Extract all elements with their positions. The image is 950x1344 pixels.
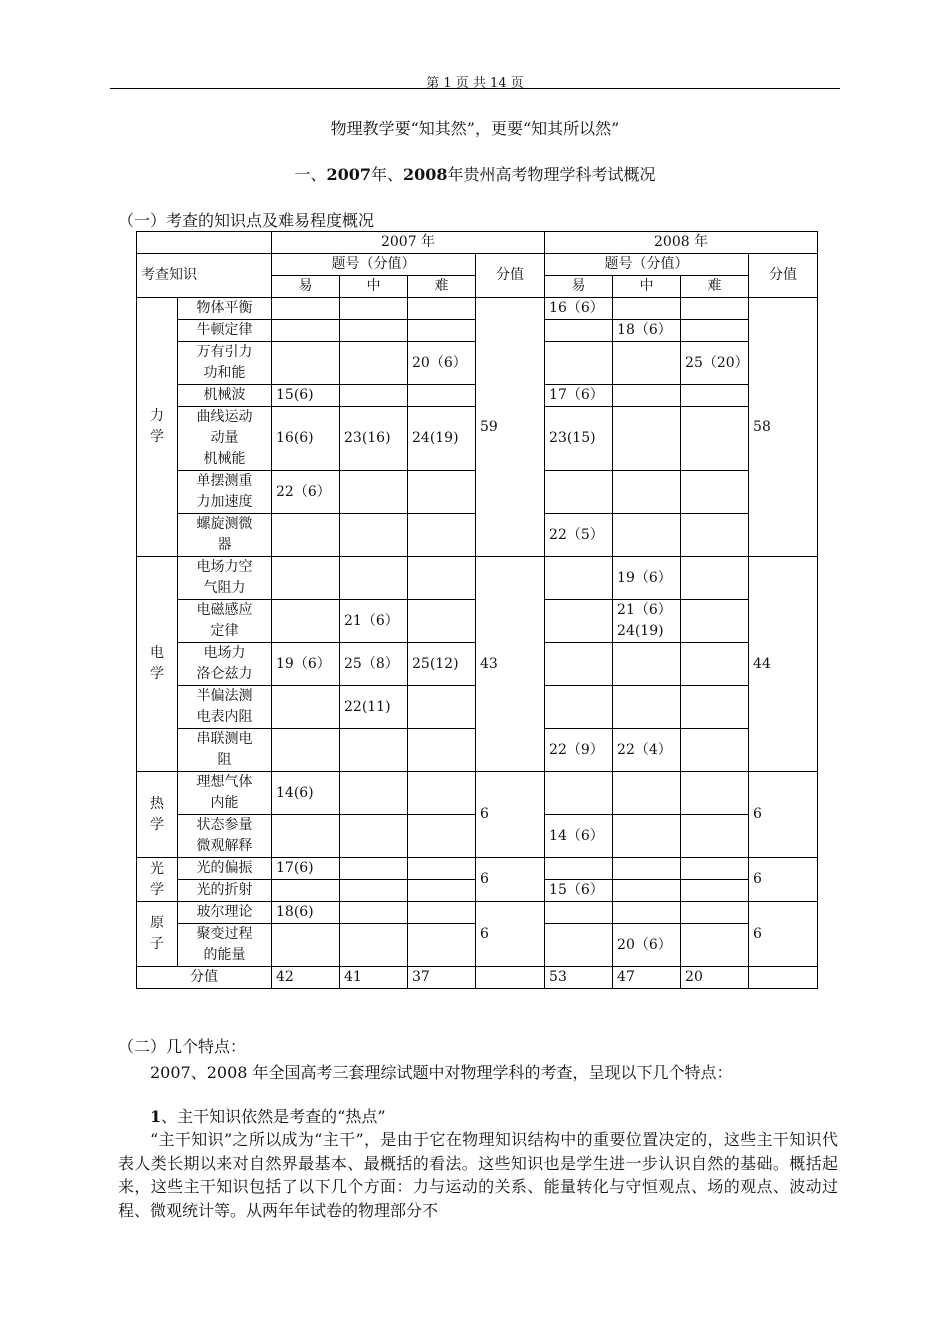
cell-2008-medium: 21（6） 24(19) bbox=[613, 600, 681, 643]
total-2007-hard: 37 bbox=[408, 967, 476, 989]
qnum-header-2007: 题号（分值） bbox=[272, 254, 476, 276]
topic-cell: 电场力空 气阻力 bbox=[178, 557, 272, 600]
category-heat: 热 学 bbox=[137, 772, 178, 858]
topic-cell: 状态参量 微观解释 bbox=[178, 815, 272, 858]
cell-2007-medium bbox=[340, 772, 408, 815]
cell-2008-hard bbox=[681, 902, 749, 924]
topic-cell: 螺旋测微 器 bbox=[178, 514, 272, 557]
heading-year-2: 2008 bbox=[403, 165, 448, 184]
cell-2007-hard bbox=[408, 600, 476, 643]
cell-2007-medium: 21（6） bbox=[340, 600, 408, 643]
total-2008-score bbox=[749, 967, 818, 989]
cell-2008-hard bbox=[681, 686, 749, 729]
topic-cell: 光的折射 bbox=[178, 880, 272, 902]
cell-2007-hard bbox=[408, 385, 476, 407]
cell-2007-medium bbox=[340, 342, 408, 385]
cell-2007-medium bbox=[340, 298, 408, 320]
cell-2008-hard bbox=[681, 729, 749, 772]
cell-2007-hard bbox=[408, 729, 476, 772]
cell-2007-easy bbox=[272, 320, 340, 342]
category-atomic: 原 子 bbox=[137, 902, 178, 967]
optics-score-2007: 6 bbox=[476, 858, 545, 902]
cell-2007-medium: 25（8） bbox=[340, 643, 408, 686]
cell-2007-medium bbox=[340, 729, 408, 772]
medium-header-2008: 中 bbox=[613, 276, 681, 298]
cell-2007-easy bbox=[272, 514, 340, 557]
corner-cell bbox=[137, 232, 272, 254]
cell-2007-hard: 25(12) bbox=[408, 643, 476, 686]
optics-score-2008: 6 bbox=[749, 858, 818, 902]
cell-2008-hard bbox=[681, 858, 749, 880]
cell-2007-medium bbox=[340, 385, 408, 407]
table-row bbox=[137, 557, 818, 600]
category-mechanics: 力 学 bbox=[137, 298, 178, 557]
cell-2007-medium bbox=[340, 924, 408, 967]
cell-2008-easy bbox=[545, 342, 613, 385]
topic-cell: 理想气体 内能 bbox=[178, 772, 272, 815]
cell-2007-easy bbox=[272, 686, 340, 729]
category-electricity: 电 学 bbox=[137, 557, 178, 772]
cell-2008-medium: 19（6） bbox=[613, 557, 681, 600]
cell-2008-medium bbox=[613, 880, 681, 902]
cell-2008-medium bbox=[613, 514, 681, 557]
topic-cell: 机械波 bbox=[178, 385, 272, 407]
cell-2007-hard bbox=[408, 298, 476, 320]
cell-2007-medium bbox=[340, 320, 408, 342]
cell-2007-hard bbox=[408, 902, 476, 924]
hard-header-2008: 难 bbox=[681, 276, 749, 298]
intro-paragraph: 2007、2008 年全国高考三套理综试题中对物理学科的考查，呈现以下几个特点： bbox=[150, 1063, 733, 1082]
easy-header-2008: 易 bbox=[545, 276, 613, 298]
atomic-score-2007: 6 bbox=[476, 902, 545, 967]
year-2007-header: 2007 年 bbox=[272, 232, 545, 254]
topic-cell: 万有引力 功和能 bbox=[178, 342, 272, 385]
topic-cell: 曲线运动 动量 机械能 bbox=[178, 407, 272, 471]
cell-2007-hard bbox=[408, 815, 476, 858]
page-header: 第 1 页 共 14 页 bbox=[426, 76, 524, 91]
table-row bbox=[137, 298, 818, 320]
cell-2008-easy: 23(15) bbox=[545, 407, 613, 471]
cell-2007-hard bbox=[408, 686, 476, 729]
cell-2008-hard bbox=[681, 471, 749, 514]
score-header-2007: 分值 bbox=[476, 254, 545, 298]
cell-2008-easy bbox=[545, 924, 613, 967]
cell-2008-hard bbox=[681, 880, 749, 902]
cell-2008-easy bbox=[545, 686, 613, 729]
easy-header-2007: 易 bbox=[272, 276, 340, 298]
heat-score-2008: 6 bbox=[749, 772, 818, 858]
cell-2008-easy: 22（9） bbox=[545, 729, 613, 772]
cell-2007-medium bbox=[340, 471, 408, 514]
header-rule bbox=[110, 88, 840, 89]
point-number: 1 bbox=[150, 1107, 162, 1126]
point-heading bbox=[150, 1104, 386, 1127]
cell-2008-hard bbox=[681, 385, 749, 407]
totals-label: 分值 bbox=[137, 967, 272, 989]
cell-2008-medium bbox=[613, 385, 681, 407]
cell-2007-hard bbox=[408, 880, 476, 902]
cell-2008-hard bbox=[681, 600, 749, 643]
cell-2007-medium bbox=[340, 514, 408, 557]
cell-2008-easy: 22（5） bbox=[545, 514, 613, 557]
cell-2007-hard bbox=[408, 772, 476, 815]
topic-cell: 聚变过程 的能量 bbox=[178, 924, 272, 967]
knowledge-header: 考查知识 bbox=[137, 254, 272, 298]
subsection-title-2: （二）几个特点： bbox=[118, 1037, 247, 1056]
cell-2008-hard bbox=[681, 924, 749, 967]
cell-2008-medium bbox=[613, 858, 681, 880]
topic-cell: 光的偏振 bbox=[178, 858, 272, 880]
cell-2007-hard bbox=[408, 471, 476, 514]
cell-2008-medium bbox=[613, 772, 681, 815]
cell-2007-easy: 17(6) bbox=[272, 858, 340, 880]
cell-2007-easy bbox=[272, 342, 340, 385]
topic-cell: 物体平衡 bbox=[178, 298, 272, 320]
topic-cell: 电场力 洛仑兹力 bbox=[178, 643, 272, 686]
cell-2008-hard bbox=[681, 557, 749, 600]
cell-2008-hard bbox=[681, 772, 749, 815]
topic-cell: 牛顿定律 bbox=[178, 320, 272, 342]
category-optics: 光 学 bbox=[137, 858, 178, 902]
cell-2008-hard: 25（20） bbox=[681, 342, 749, 385]
cell-2007-medium bbox=[340, 880, 408, 902]
total-2007-medium: 41 bbox=[340, 967, 408, 989]
cell-2007-easy: 14(6) bbox=[272, 772, 340, 815]
cell-2008-medium bbox=[613, 298, 681, 320]
table-row bbox=[137, 772, 818, 815]
cell-2007-easy bbox=[272, 815, 340, 858]
heading-prefix: 一、 bbox=[294, 165, 327, 184]
point-text: 、主干知识依然是考查的“热点” bbox=[161, 1107, 386, 1126]
cell-2007-easy: 18(6) bbox=[272, 902, 340, 924]
cell-2007-easy bbox=[272, 729, 340, 772]
year-2008-header: 2008 年 bbox=[545, 232, 818, 254]
cell-2008-medium bbox=[613, 407, 681, 471]
cell-2007-easy bbox=[272, 600, 340, 643]
cell-2007-hard: 20（6） bbox=[408, 342, 476, 385]
cell-2007-hard bbox=[408, 924, 476, 967]
totals-row bbox=[137, 967, 818, 989]
electricity-score-2008: 44 bbox=[749, 557, 818, 772]
cell-2008-easy: 15（6） bbox=[545, 880, 613, 902]
cell-2007-medium bbox=[340, 858, 408, 880]
electricity-score-2007: 43 bbox=[476, 557, 545, 772]
cell-2008-easy: 17（6） bbox=[545, 385, 613, 407]
table-row bbox=[137, 902, 818, 924]
cell-2008-easy bbox=[545, 471, 613, 514]
cell-2007-easy: 19（6） bbox=[272, 643, 340, 686]
cell-2008-hard bbox=[681, 643, 749, 686]
cell-2008-medium bbox=[613, 471, 681, 514]
header-row-years bbox=[137, 232, 818, 254]
table-row bbox=[137, 858, 818, 880]
cell-2007-hard bbox=[408, 858, 476, 880]
topic-cell: 半偏法测 电表内阻 bbox=[178, 686, 272, 729]
cell-2008-easy bbox=[545, 772, 613, 815]
cell-2008-easy: 14（6） bbox=[545, 815, 613, 858]
cell-2007-medium bbox=[340, 557, 408, 600]
cell-2008-easy: 16（6） bbox=[545, 298, 613, 320]
cell-2008-easy bbox=[545, 643, 613, 686]
cell-2008-hard bbox=[681, 320, 749, 342]
cell-2007-easy bbox=[272, 557, 340, 600]
topic-cell: 玻尔理论 bbox=[178, 902, 272, 924]
section-heading bbox=[0, 162, 950, 185]
cell-2007-hard: 24(19) bbox=[408, 407, 476, 471]
total-2007-easy: 42 bbox=[272, 967, 340, 989]
heading-mid: 年、 bbox=[370, 165, 403, 184]
total-2008-medium: 47 bbox=[613, 967, 681, 989]
cell-2008-hard bbox=[681, 298, 749, 320]
header-row-qnum bbox=[137, 254, 818, 276]
topic-cell: 单摆测重 力加速度 bbox=[178, 471, 272, 514]
total-2008-hard: 20 bbox=[681, 967, 749, 989]
document-title: 物理教学要“知其然”，更要“知其所以然” bbox=[330, 119, 620, 138]
cell-2008-medium bbox=[613, 902, 681, 924]
cell-2008-easy bbox=[545, 557, 613, 600]
mechanics-score-2008: 58 bbox=[749, 298, 818, 557]
heat-score-2007: 6 bbox=[476, 772, 545, 858]
cell-2007-easy: 16(6) bbox=[272, 407, 340, 471]
cell-2008-hard bbox=[681, 514, 749, 557]
cell-2008-easy bbox=[545, 320, 613, 342]
cell-2007-easy bbox=[272, 924, 340, 967]
cell-2008-medium bbox=[613, 686, 681, 729]
mechanics-score-2007: 59 bbox=[476, 298, 545, 557]
cell-2007-hard bbox=[408, 514, 476, 557]
cell-2007-hard bbox=[408, 320, 476, 342]
total-2007-score bbox=[476, 967, 545, 989]
heading-year-1: 2007 bbox=[326, 165, 371, 184]
exam-statistics-table bbox=[136, 231, 818, 989]
cell-2008-medium: 18（6） bbox=[613, 320, 681, 342]
hard-header-2007: 难 bbox=[408, 276, 476, 298]
topic-cell: 电磁感应 定律 bbox=[178, 600, 272, 643]
cell-2007-medium bbox=[340, 902, 408, 924]
cell-2008-hard bbox=[681, 407, 749, 471]
cell-2008-easy bbox=[545, 858, 613, 880]
qnum-header-2008: 题号（分值） bbox=[545, 254, 749, 276]
cell-2007-medium: 23(16) bbox=[340, 407, 408, 471]
cell-2008-medium bbox=[613, 342, 681, 385]
cell-2007-easy: 22（6） bbox=[272, 471, 340, 514]
cell-2007-easy bbox=[272, 298, 340, 320]
cell-2008-easy bbox=[545, 902, 613, 924]
score-header-2008: 分值 bbox=[749, 254, 818, 298]
subsection-title-1: （一）考查的知识点及难易程度概况 bbox=[118, 211, 375, 230]
cell-2007-hard bbox=[408, 557, 476, 600]
cell-2008-medium: 22（4） bbox=[613, 729, 681, 772]
cell-2007-medium bbox=[340, 815, 408, 858]
cell-2007-easy: 15(6) bbox=[272, 385, 340, 407]
body-paragraph: “主干知识”之所以成为“主干”，是由于它在物理知识结构中的重要位置决定的，这些主干知识代表人类长期以来对自然界最基本、最概括的看法。这些知识也是学生进一步认识自然的基础。概括起来，这些主干知识包括了以下几个方面：力与运动的关系、能量转化与守恒观点、场的观点、波动过程、微观统计等。从两年年试卷的物理部分不 bbox=[118, 1130, 838, 1220]
cell-2008-medium bbox=[613, 643, 681, 686]
cell-2008-easy bbox=[545, 600, 613, 643]
cell-2007-easy bbox=[272, 880, 340, 902]
cell-2008-hard bbox=[681, 815, 749, 858]
medium-header-2007: 中 bbox=[340, 276, 408, 298]
topic-cell: 串联测电 阻 bbox=[178, 729, 272, 772]
cell-2008-medium bbox=[613, 815, 681, 858]
atomic-score-2008: 6 bbox=[749, 902, 818, 967]
cell-2007-medium: 22(11) bbox=[340, 686, 408, 729]
cell-2008-medium: 20（6） bbox=[613, 924, 681, 967]
total-2008-easy: 53 bbox=[545, 967, 613, 989]
heading-suffix: 年贵州高考物理学科考试概况 bbox=[447, 165, 656, 184]
